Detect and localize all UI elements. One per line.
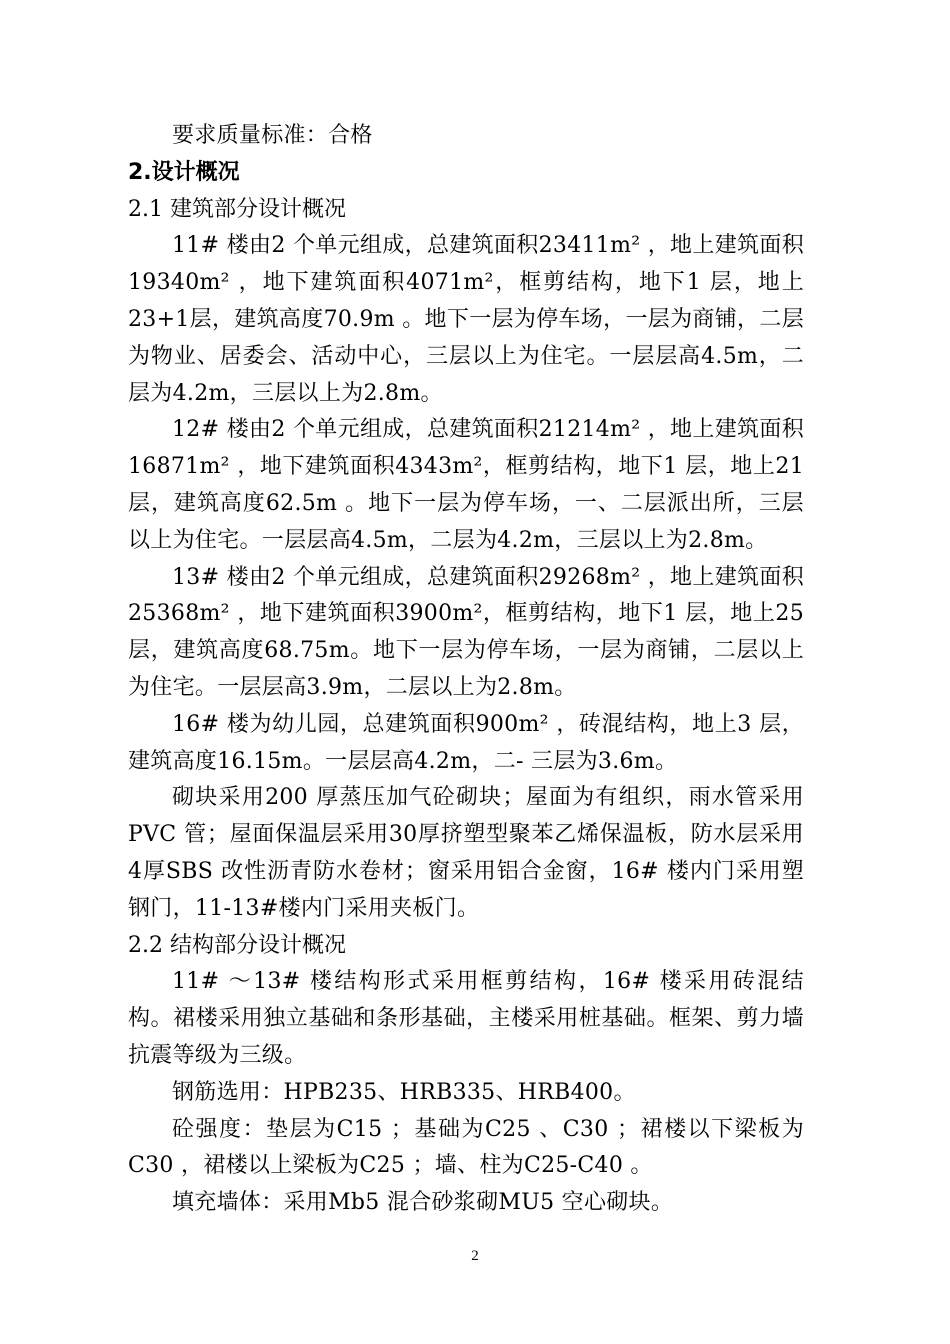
infill-wall-paragraph: 填充墙体：采用Mb5 混合砂浆砌MU5 空心砌块。: [172, 1190, 674, 1216]
quality-standard-paragraph: 要求质量标准：合格: [172, 123, 373, 148]
building-13-paragraph: 13# 楼由2 个单元组成，总建筑面积29268m² ，地上建筑面积25368m² ，地下建筑面积3900m²，框剪结构，地下1 层，地上25层，建筑高度68.75m。地下一层为停车场，一层为商铺，二层以上为住宅。一层层高3.9m，二层以上为2.8m。: [128, 564, 804, 700]
section-heading-design: 2.设计概况: [128, 159, 240, 185]
building-12-paragraph: 12# 楼由2 个单元组成，总建筑面积21214m² ，地上建筑面积16871m² ，地下建筑面积4343m²，框剪结构，地下1 层，地上21层，建筑高度62.5m 。地下一层为停车场，一、二层派出所，三层以上为住宅。一层层高4.5m，二层为4.2m，三层以上为2.8m。: [128, 417, 804, 553]
subsection-heading-structure: 2.2 结构部分设计概况: [128, 932, 346, 958]
building-11-paragraph: 11# 楼由2 个单元组成，总建筑面积23411m² ，地上建筑面积19340m² ，地下建筑面积4071m²，框剪结构，地下1 层，地上23+1层，建筑高度70.9m 。地下一层为停车场，一层为商铺，二层为物业、居委会、活动中心，三层以上为住宅。一层层高4.5m，二层为4.2m，三层以上为2.8m。: [128, 233, 804, 406]
materials-paragraph: 砌块采用200 厚蒸压加气砼砌块；屋面为有组织，雨水管采用PVC 管；屋面保温层采用30厚挤塑型聚苯乙烯保温板，防水层采用4厚SBS 改性沥青防水卷材；窗采用铝合金窗，16# 楼内门采用塑钢门，11-13#楼内门采用夹板门。: [128, 785, 804, 921]
document-body: [128, 118, 804, 1222]
structure-form-paragraph: 11# ～13# 楼结构形式采用框剪结构，16# 楼采用砖混结构。裙楼采用独立基础和条形基础，主楼采用桩基础。框架、剪力墙抗震等级为三级。: [128, 969, 804, 1068]
building-16-paragraph: 16# 楼为幼儿园，总建筑面积900m² ，砖混结构，地上3 层，建筑高度16.15m。一层层高4.2m，二- 三层为3.6m。: [128, 711, 804, 774]
concrete-strength-paragraph: 砼强度：垫层为C15 ；基础为C25 、C30 ；裙楼以下梁板为C30 ，裙楼以上梁板为C25 ；墙、柱为C25-C40 。: [128, 1116, 804, 1179]
page-number: 2: [471, 1248, 479, 1264]
rebar-paragraph: 钢筋选用：HPB235、HRB335、HRB400。: [172, 1079, 636, 1105]
subsection-heading-architecture: 2.1 建筑部分设计概况: [128, 196, 346, 222]
